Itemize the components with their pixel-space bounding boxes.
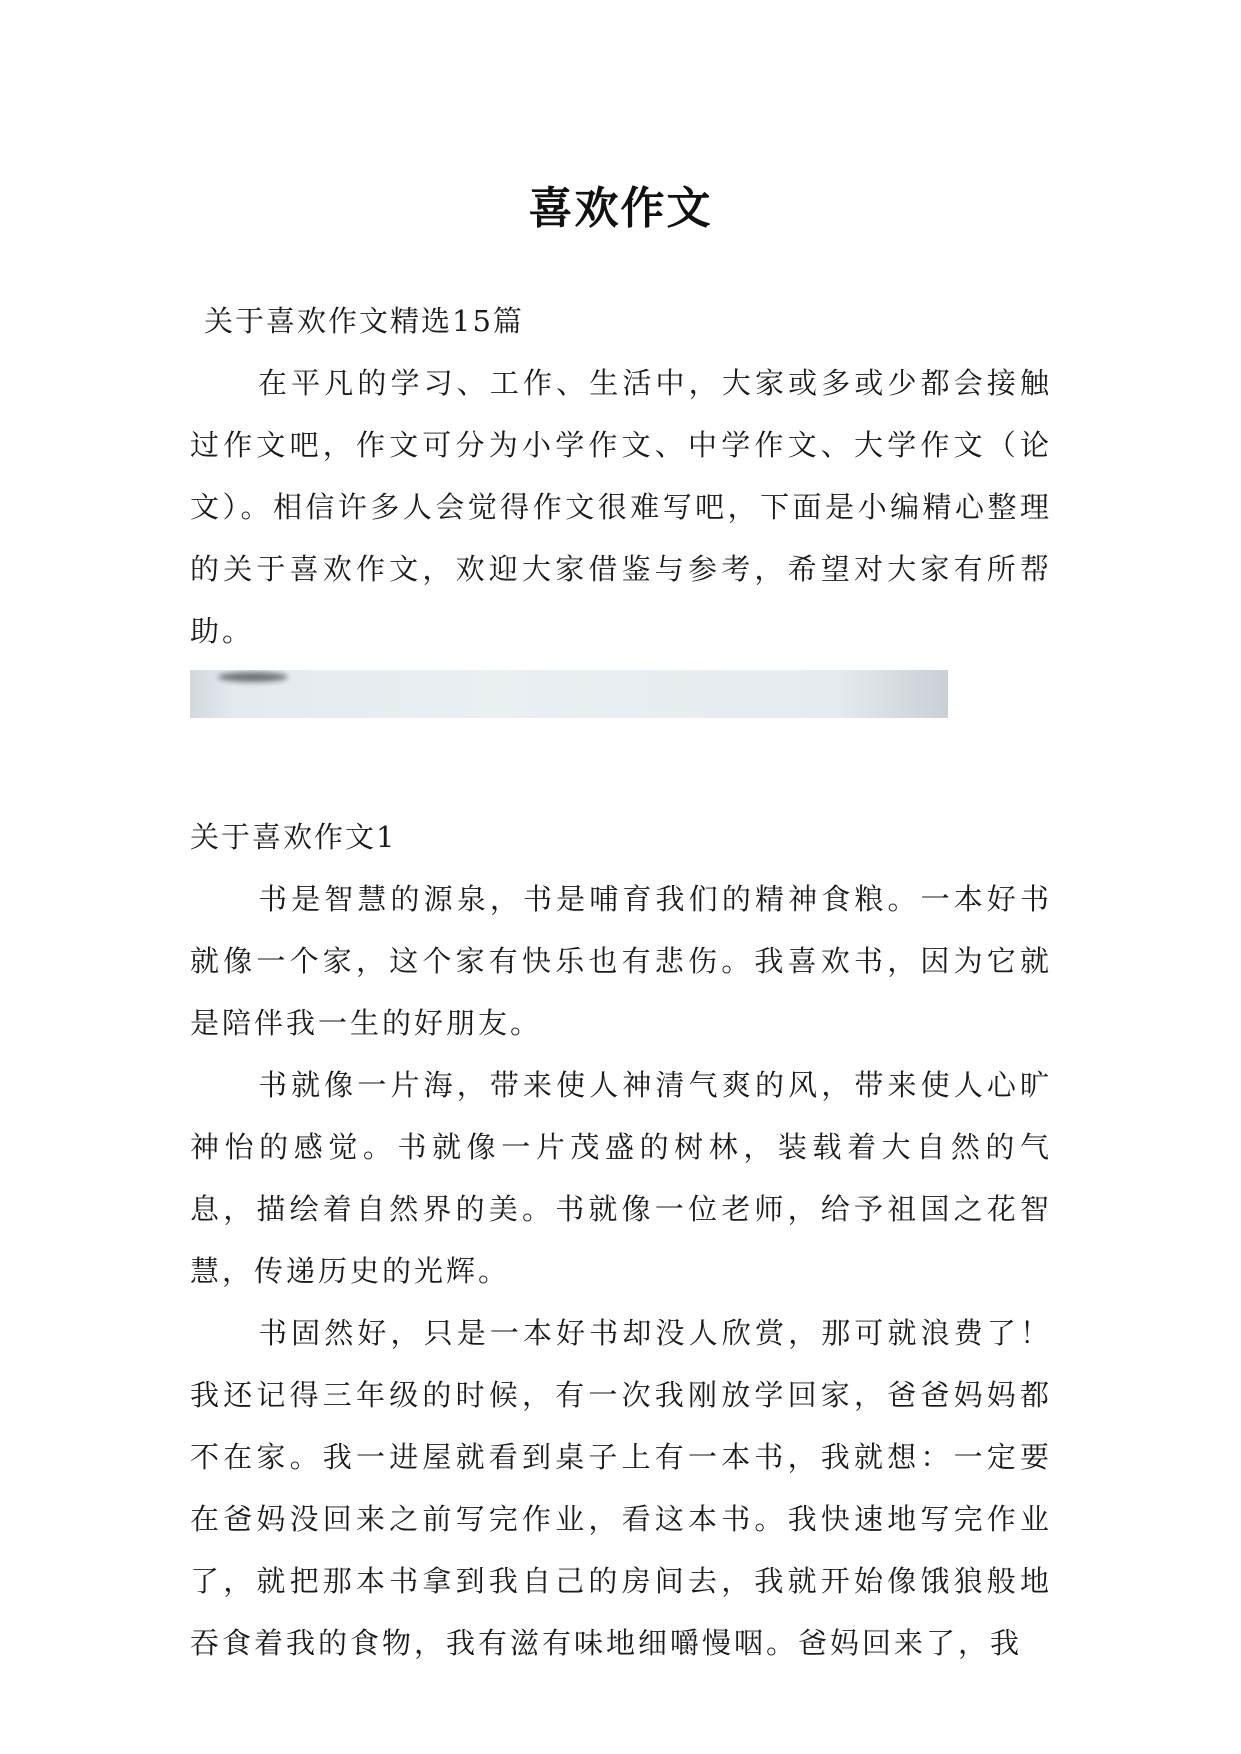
section-body bbox=[190, 868, 1052, 1674]
page-title: 喜欢作文 bbox=[528, 183, 713, 235]
body-paragraph-3: 书固然好，只是一本好书却没人欣赏，那可就浪费了！我还记得三年级的时候，有一次我刚放学回家，爸爸妈妈都不在家。我一进屋就看到桌子上有一本书，我就想：一定要在爸妈没回来之前写完作业，看这本书。我快速地写完作业了，就把那本书拿到我自己的房间去，我就开始像饿狼般地吞食着我的食物，我有滋有味地细嚼慢咽。爸妈回来了，我 bbox=[190, 1316, 1052, 1660]
document-subtitle: 关于喜欢作文精选15篇 bbox=[204, 304, 524, 338]
document-body bbox=[190, 290, 1052, 1674]
banner-image bbox=[190, 670, 948, 718]
intro-paragraph: 在平凡的学习、工作、生活中，大家或多或少都会接触过作文吧，作文可分为小学作文、中学作文、大学作文（论文）。相信许多人会觉得作文很难写吧，下面是小编精心整理的关于喜欢作文，欢迎大家借鉴与参考，希望对大家有所帮助。 bbox=[190, 366, 1052, 648]
body-paragraph-1: 书是智慧的源泉，书是哺育我们的精神食粮。一本好书就像一个家，这个家有快乐也有悲伤。我喜欢书，因为它就是陪伴我一生的好朋友。 bbox=[190, 882, 1052, 1040]
section-heading: 关于喜欢作文1 bbox=[190, 820, 397, 854]
banner-image-shadow bbox=[218, 672, 288, 682]
body-paragraph-2: 书就像一片海，带来使人神清气爽的风，带来使人心旷神怡的感觉。书就像一片茂盛的树林，装载着大自然的气息，描绘着自然界的美。书就像一位老师，给予祖国之花智慧，传递历史的光辉。 bbox=[190, 1068, 1052, 1288]
